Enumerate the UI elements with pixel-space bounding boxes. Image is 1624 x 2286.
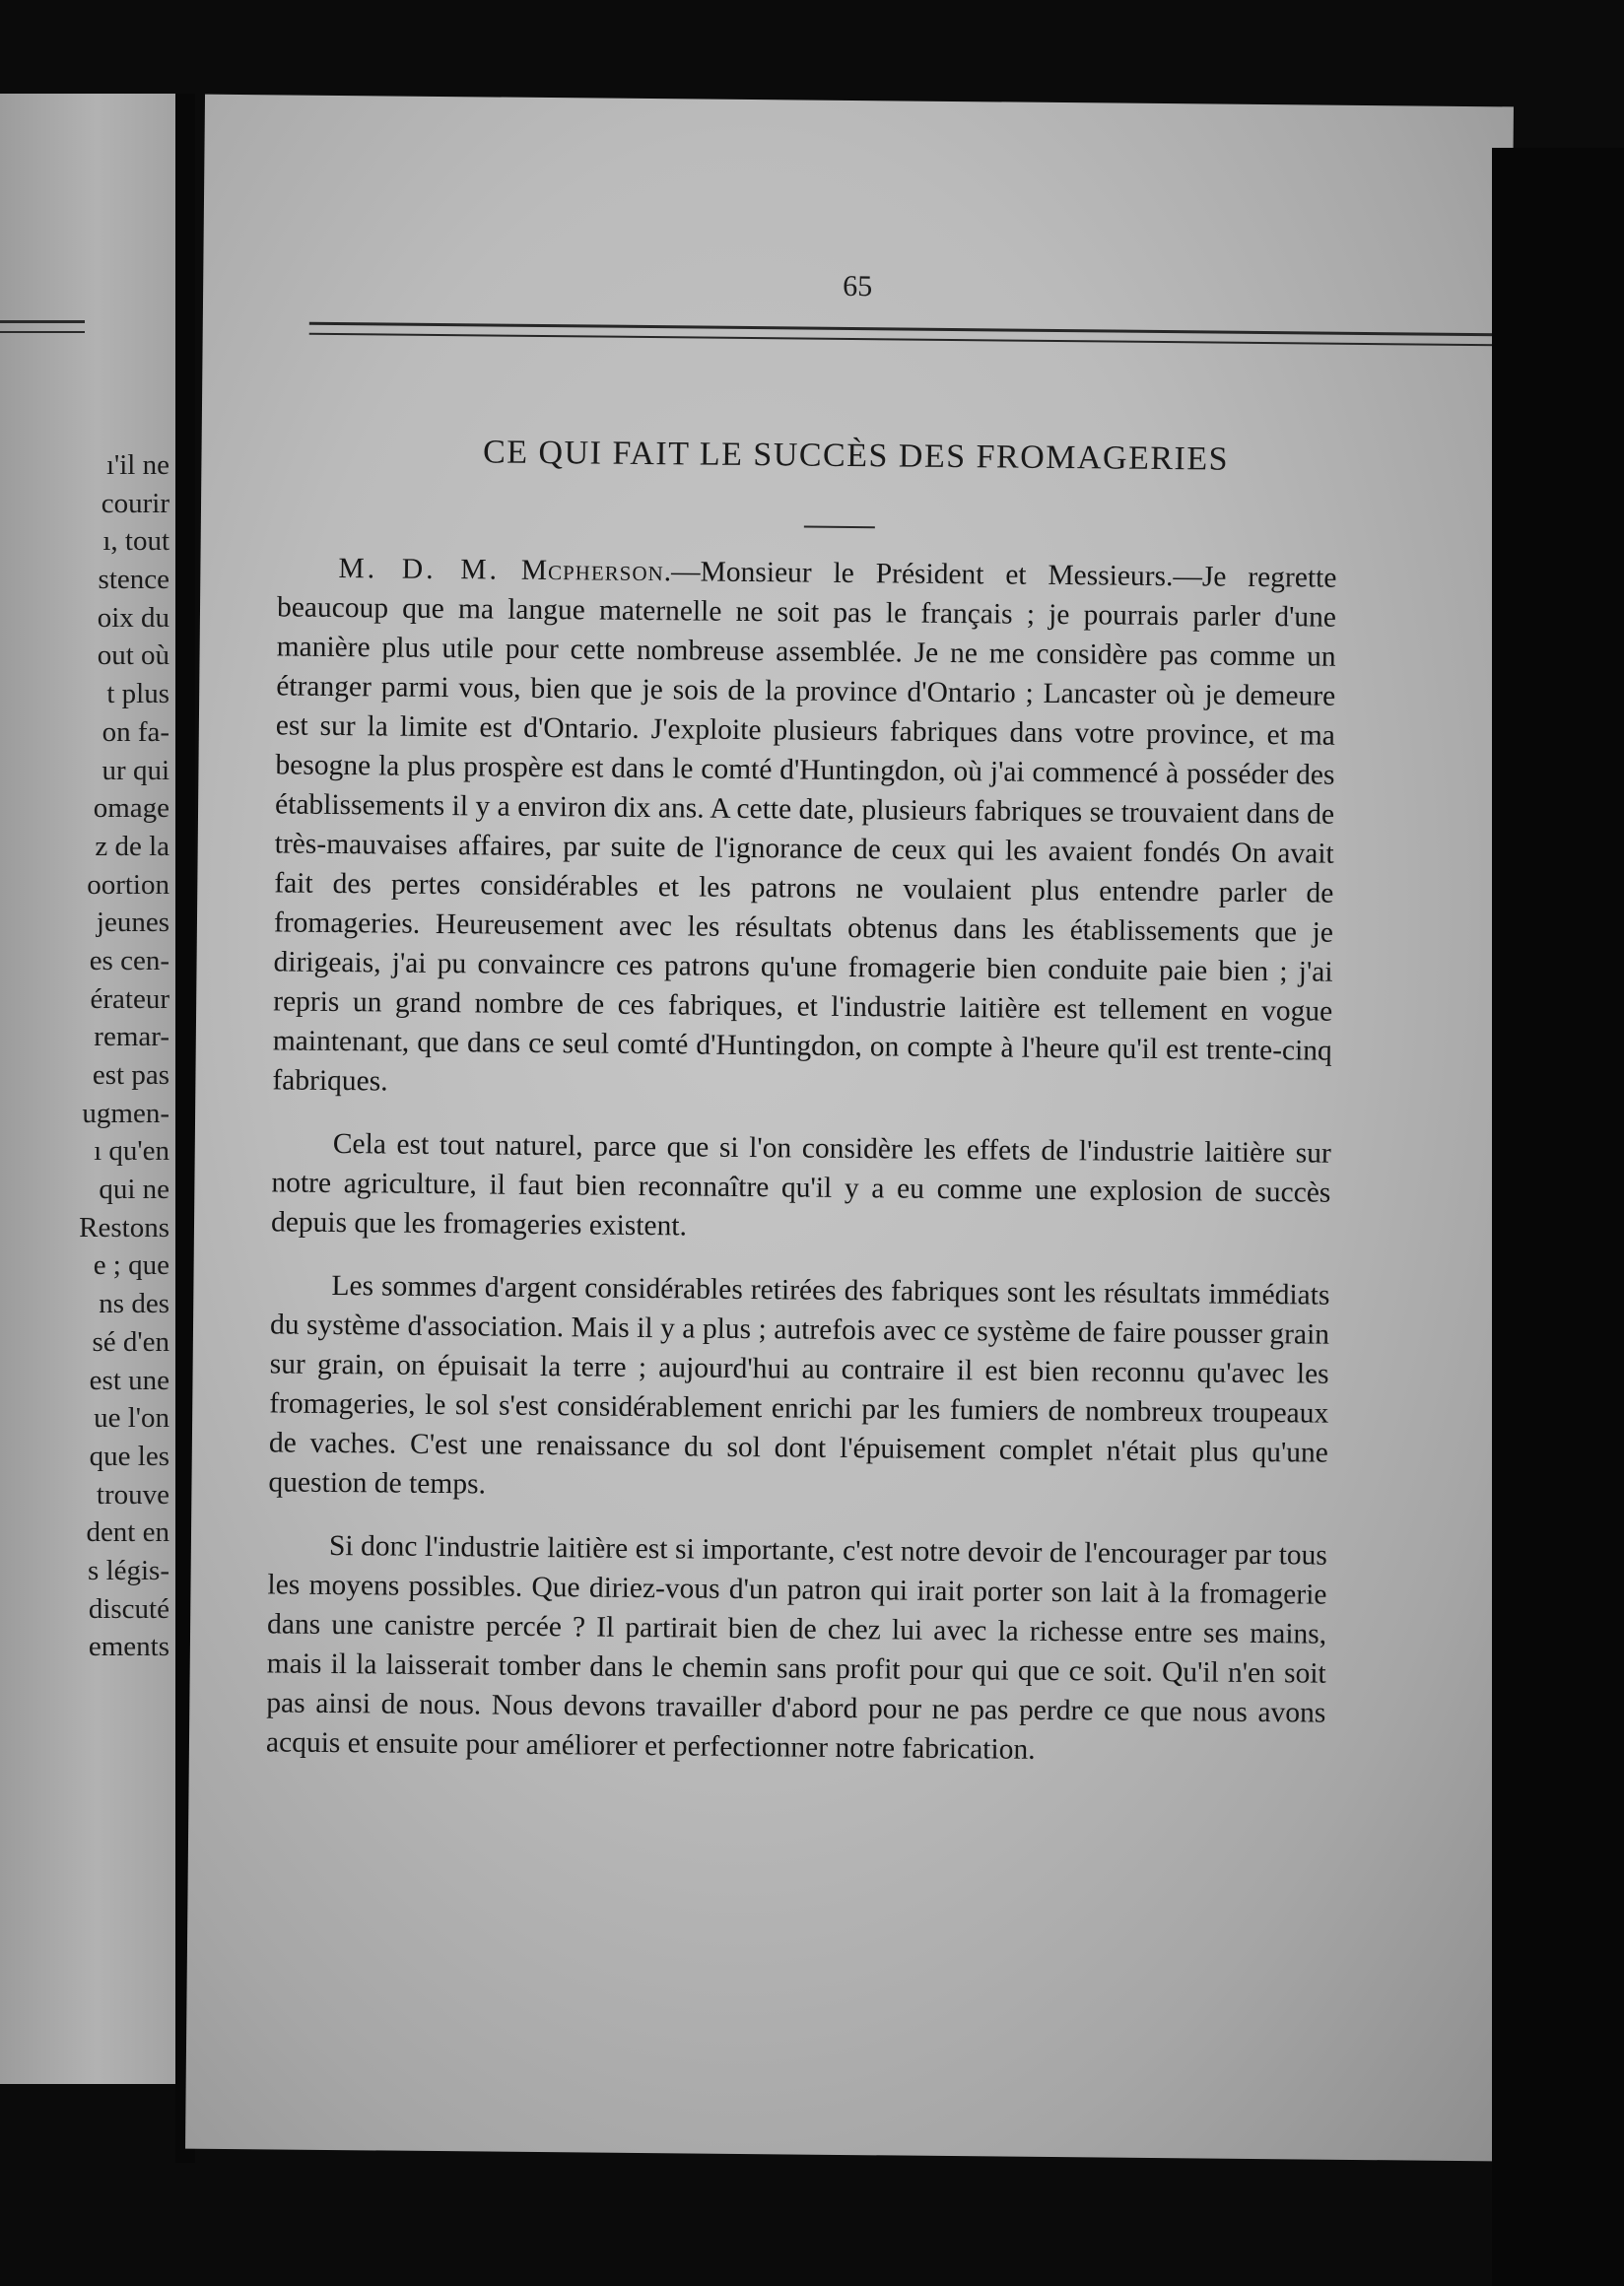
paragraph-1-text: .—Monsieur le Président et Messieurs.—Je regrette beaucoup que ma langue maternelle ne soit pas le français ; je pourrais parler d'une manière plus utile pour cette nombreuse assemblée. Je ne me considère pas comme un étranger parmi vous, bien que je sois de la province d'Ontario ; Lancaster où je demeure est sur la limite est d'Ontario. J'exploite plusieurs fabriques dans votre province, et ma besogne la plus prospère est dans le comté d'Huntingdon, où j'ai commencé à posséder des établissements il y a environ dix ans. A cette date, plusieurs fabriques se trouvaient dans de très-mauvaises affaires, par suite de l'ignorance de ceux qui les avaient fondés On avait fait des pertes considérables et les patrons ne voulaient plus entendre parler de fromageries. Heureusement avec les résultats obtenus dans les établissements que je dirigeais, j'ai pu convaincre ces patrons qu'une fromagerie bien conduite paie bien ; j'ai repris un grand nombre de ces fabriques, et l'industrie laitière est tellement en vogue maintenant, que dans ce seul comté d'Huntingdon, on compte à l'heure qu'il est trente-cinq fabriques. — [272, 556, 1337, 1098]
left-page-line: remar- — [94, 1021, 169, 1053]
left-page-line: discuté — [88, 1592, 169, 1625]
page-number: 65 — [843, 269, 873, 303]
chapter-title: CE QUI FAIT LE SUCCÈS DES FROMAGERIES — [482, 434, 1230, 478]
left-page-line: courir — [101, 487, 169, 519]
scan-border-right — [1492, 148, 1624, 2286]
left-page-line: stence — [98, 564, 169, 596]
left-page-line: dent en — [86, 1516, 169, 1549]
left-page-line: érateur — [90, 982, 169, 1015]
left-page-line: que les — [89, 1440, 169, 1472]
left-page-line: ements — [88, 1631, 169, 1663]
left-page-line: ur qui — [102, 754, 169, 786]
left-page-line: ı, tout — [102, 525, 169, 558]
speaker-initials: M. D. M. — [338, 552, 501, 586]
left-page-text-column — [0, 446, 169, 1666]
left-page-line: s légis- — [88, 1554, 169, 1586]
left-page-line: t plus — [106, 678, 169, 710]
paragraph-4: Si donc l'industrie laitière est si importante, c'est notre devoir de l'encourager par tous les moyens possibles. Que diriez-vous d'un patron qui irait porter son lait à la fromagerie dans une canistre percée ? Il partirait bien de chez lui avec la richesse entre ses mains, mais il la laisserait tomber dans le chemin sans profit pour qui que ce soit. Qu'il n'en soit pas ainsi de nous. Nous devons travailler d'abord pour ne pas perdre ce que nous avons acquis et ensuite pour améliorer et perfectionner notre fabrication. — [265, 1529, 1328, 1766]
previous-page-fragment — [0, 94, 175, 2084]
header-double-rule — [309, 322, 1498, 347]
left-page-line: ı'il ne — [105, 449, 169, 481]
speaker-name: Mcpherson — [520, 554, 664, 588]
left-page-line: ı qu'en — [94, 1135, 169, 1168]
paragraph-2: Cela est tout naturel, parce que si l'on considère les effets de l'industrie laitière sur notre agriculture, il faut bien reconnaître qu'il y a eu comme une explosion de succès depuis que les fromageries existent. — [270, 1127, 1331, 1243]
left-page-line: es cen- — [89, 944, 169, 976]
left-page-line: ue l'on — [94, 1402, 169, 1435]
left-page-line: on fa- — [102, 715, 169, 748]
left-page-line: ugmen- — [82, 1097, 169, 1129]
left-page-line: qui ne — [99, 1174, 169, 1206]
left-page-header-rule — [0, 320, 85, 333]
paragraph-1 — [272, 548, 1336, 1109]
left-page-line: e ; que — [93, 1249, 169, 1282]
left-page-line: ns des — [99, 1288, 169, 1320]
left-page-line: z de la — [95, 830, 169, 862]
left-page-line: trouve — [96, 1478, 169, 1511]
left-page-line: oix du — [97, 601, 169, 634]
left-page-line: est pas — [92, 1059, 169, 1091]
left-page-line: jeunes — [96, 907, 169, 939]
left-page-line: out où — [97, 639, 169, 672]
page-65 — [185, 95, 1514, 2162]
left-page-line: sé d'en — [92, 1325, 169, 1358]
left-page-line: est une — [89, 1364, 169, 1396]
left-page-line: Restons — [79, 1211, 169, 1244]
title-separator-rule — [804, 526, 875, 529]
body-text — [266, 548, 1337, 1795]
left-page-line: oortion — [87, 868, 169, 901]
paragraph-3: Les sommes d'argent considérables retirées des fabriques sont les résultats immédiats du système d'association. Mais il y a plus ; autrefois avec ce système de faire pousser grain sur grain, on épuisait la terre ; aujourd'hui au contraire il est bien reconnu qu'avec les fromageries, le sol s'est considérablement enrichi par les fumiers de nombreux troupeaux de vaches. C'est une renaissance du sol dont l'épuisement complet n'était plus qu'une question de temps. — [268, 1269, 1330, 1501]
left-page-line: omage — [93, 792, 169, 825]
